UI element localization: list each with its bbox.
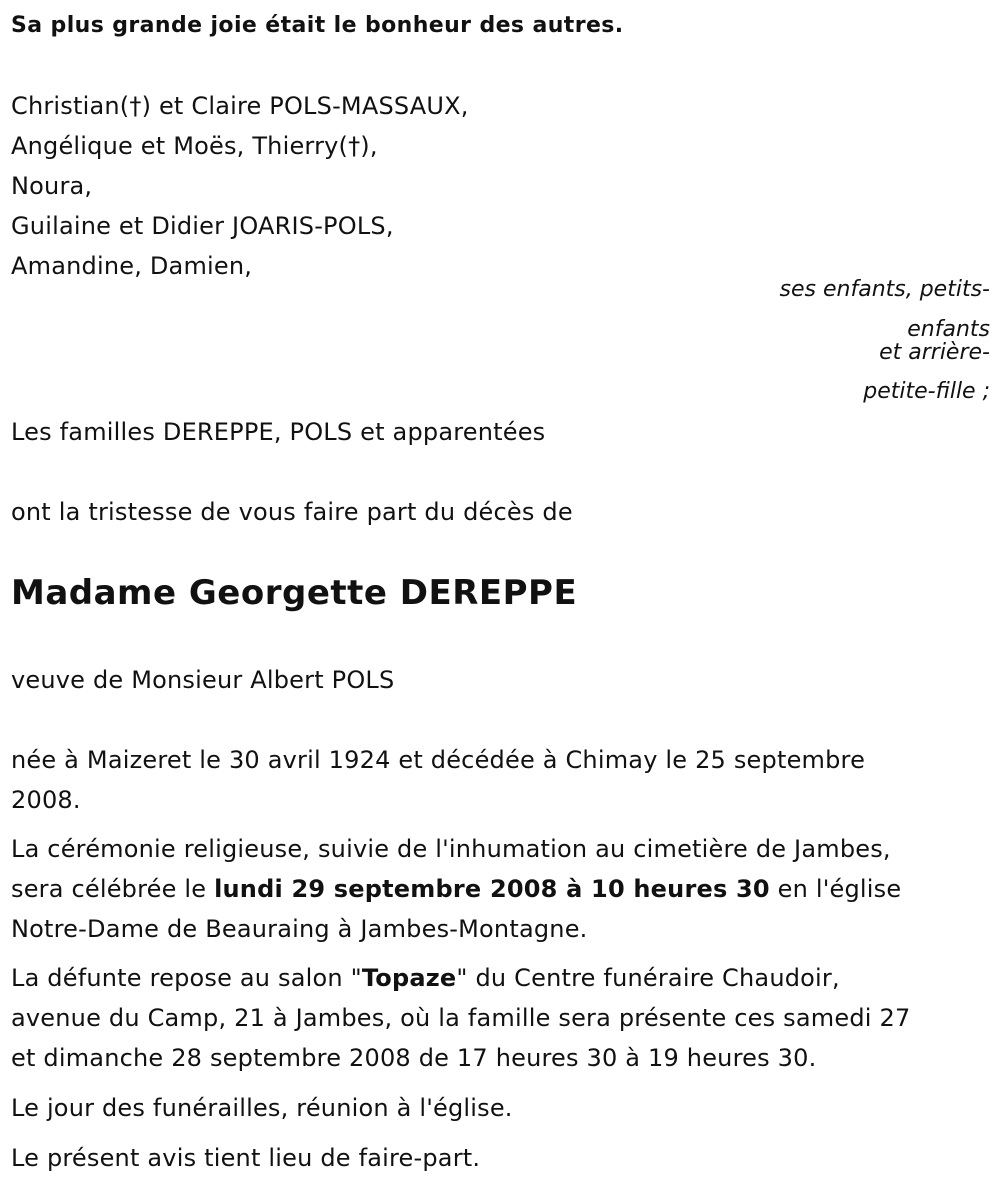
- ceremony-line: Notre-Dame de Beauraing à Jambes-Montagne.: [11, 915, 588, 943]
- viewing-line: et dimanche 28 septembre 2008 de 17 heures 30 à 19 heures 30.: [11, 1044, 817, 1072]
- viewing-text: La défunte repose au salon ": [11, 964, 362, 992]
- birth-death-line: née à Maizeret le 30 avril 1924 et décédée à Chimay le 25 septembre: [11, 746, 866, 774]
- viewing-line: [11, 958, 840, 998]
- viewing-line: avenue du Camp, 21 à Jambes, où la famille sera présente ces samedi 27: [11, 1004, 911, 1032]
- relation-line: enfants: [907, 317, 990, 342]
- relation-line: et arrière-: [879, 340, 990, 365]
- family-line: Christian(†) et Claire POLS-MASSAUX,: [11, 92, 469, 120]
- ceremony-line: [11, 869, 901, 909]
- salon-name: Topaze: [361, 964, 457, 992]
- ceremony-text: sera célébrée le: [11, 875, 215, 903]
- relation-line: ses enfants, petits-: [779, 277, 990, 302]
- ceremony-text: en l'église: [769, 875, 902, 903]
- notice-line: Le présent avis tient lieu de faire-part.: [11, 1144, 481, 1172]
- ceremony-line: La cérémonie religieuse, suivie de l'inhumation au cimetière de Jambes,: [11, 835, 891, 863]
- family-line: Guilaine et Didier JOARIS-POLS,: [11, 212, 394, 240]
- family-line: Noura,: [11, 172, 93, 200]
- family-line: Angélique et Moës, Thierry(†),: [11, 132, 378, 160]
- motto: Sa plus grande joie était le bonheur des autres.: [11, 13, 624, 38]
- relation-line: petite-fille ;: [863, 379, 990, 404]
- deceased-name: Madame Georgette DEREPPE: [11, 573, 578, 613]
- birth-death-line: 2008.: [11, 786, 81, 814]
- viewing-text: " du Centre funéraire Chaudoir,: [456, 964, 840, 992]
- ceremony-datetime: lundi 29 septembre 2008 à 10 heures 30: [214, 875, 770, 903]
- meeting-line: Le jour des funérailles, réunion à l'église.: [11, 1094, 513, 1122]
- widow-of: veuve de Monsieur Albert POLS: [11, 666, 395, 694]
- family-line: Amandine, Damien,: [11, 252, 253, 280]
- extended-family: Les familles DEREPPE, POLS et apparentées: [11, 418, 546, 446]
- announcement: ont la tristesse de vous faire part du décès de: [11, 498, 573, 526]
